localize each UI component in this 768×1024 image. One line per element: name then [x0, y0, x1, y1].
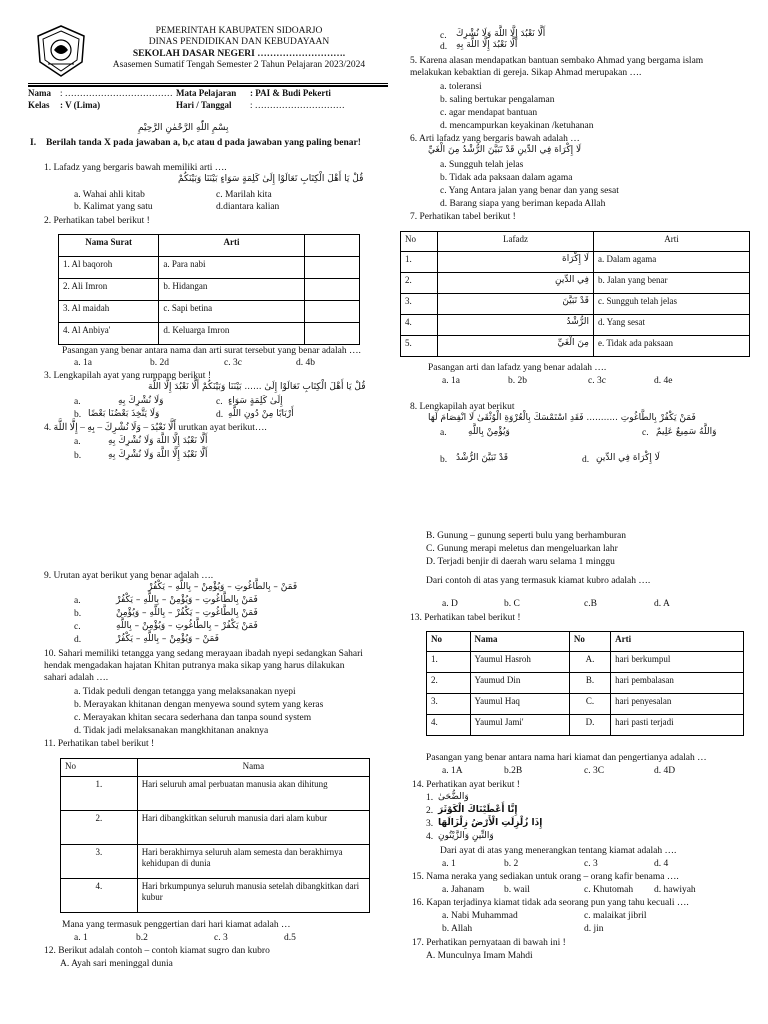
- nama-value: : ………………………………: [60, 88, 173, 98]
- section-number: I.: [30, 138, 37, 148]
- q3-arabic: قُلْ يَا أَهْلَ الْكِتَابِ تَعَالَوْا إِلَىٰ ...... بَيْنَنَا وَبَيْنَكُمْ أَلَّا نَعْبُدَ إِلَّا اللَّهَ: [148, 382, 366, 392]
- q7-row-arti: a. Dalam agama: [594, 252, 750, 273]
- q13-row-no: 4.: [427, 715, 471, 736]
- q13-row-arti: hari penyesalan: [611, 694, 744, 715]
- q12-text: 12. Berikut adalah contoh – contoh kiamat sugro dan kubro: [44, 946, 270, 956]
- q7-head-no: No: [401, 232, 438, 252]
- q8-option-d[interactable]: d.: [582, 455, 590, 465]
- q17-text: 17. Perhatikan pernyataan di bawah ini !: [412, 938, 566, 948]
- q10-text: 10. Sahari memiliki tetangga yang sedang merayaan ibadah nyepi sedangkan Sahari hendak mengadakan hajatan Khitan putranya maka sikap yang harus dilakukan sahari adalah ….: [44, 649, 363, 683]
- q2-row-blank: [304, 279, 359, 301]
- q4-option-d[interactable]: d.: [440, 42, 448, 52]
- q6-text: 6. Arti lafadz yang bergaris bawah adalah …: [410, 134, 580, 144]
- q1-option-a[interactable]: a. Wahai ahli kitab: [74, 190, 145, 200]
- q1-arabic: قُلْ يَا أَهْلَ الْكِتَابِ تَعَالَوْا إِلَىٰ كَلِمَةٍ سَوَاءٍ بَيْنَنَا وَبَيْنَكُمْ: [178, 174, 364, 184]
- q14-option-a[interactable]: a. 1: [442, 859, 456, 869]
- q3-text: 3. Lengkapilah ayat yang rumpang berikut !: [44, 371, 211, 381]
- q2-row-arti: a. Para nabi: [159, 257, 304, 279]
- q8-option-b-arabic: قَدْ تَبَيَّنَ الرُّشْدُ: [456, 453, 509, 463]
- q12-item-A: A. Ayah sari meninggal dunia: [60, 959, 173, 969]
- q14-item-1: 1.: [426, 793, 434, 803]
- q13-row-nama: Yaumud Din: [470, 673, 569, 694]
- q7-row-no: 1.: [401, 252, 438, 273]
- q7-row-no: 3.: [401, 294, 438, 315]
- q2-row-surat: 1. Al baqoroh: [59, 257, 159, 279]
- q2-row-surat: 2. Ali Imron: [59, 279, 159, 301]
- q7-row-lafadz: قَدْ تَبَيَّنَ: [438, 294, 594, 315]
- header-line-2: DINAS PENDIDIKAN DAN KEBUDAYAAN: [148, 37, 330, 48]
- q5-option-d[interactable]: d. mencampurkan keyakinan /ketuhanan: [440, 121, 594, 131]
- q15-option-b[interactable]: b. wail: [504, 885, 530, 895]
- mapel-value: : PAI & Budi Pekerti: [250, 88, 331, 98]
- q14-item-3-arabic: إِذَا زُلْزِلَتِ الْأَرْضُ زِلْزَالَهَا: [438, 818, 543, 828]
- q11-head-nama: Nama: [137, 759, 369, 777]
- q2-row-blank: [304, 257, 359, 279]
- q13-head-arti: Arti: [611, 632, 744, 652]
- q6-arabic: لَا إِكْرَاهَ فِي الدِّينِ قَدْ تَبَيَّنَ الرُّشْدُ مِنَ الْغَيِّ: [428, 145, 582, 155]
- q9-text: 9. Urutan ayat berikut yang benar adalah ….: [44, 571, 214, 581]
- q9-option-a-arabic: فَمَنْ بِالطَّاغُوتِ – وَيُؤْمِنْ – بِاللَّهِ – يَكْفُرْ: [116, 595, 258, 605]
- q4-text: 4. أَلَّا نَعْبُدَ – وَلَا نُشْرِكَ – بِهِ – إِلَّا اللَّهَ urutkan ayat berikut….: [44, 423, 267, 433]
- q15-text: 15. Nama neraka yang sediakan untuk orang – orang kafir benama ….: [412, 872, 679, 882]
- q6-option-b[interactable]: b. Tidak ada paksaan dalam agama: [440, 173, 573, 183]
- q11-prompt: Mana yang termasuk penggertian dari hari kiamat adalah …: [62, 920, 291, 930]
- q13-prompt: Pasangan yang benar antara nama hari kiamat dan pengertianya adalah …: [426, 753, 707, 763]
- q11-option-a[interactable]: a. 1: [74, 933, 88, 943]
- q13-row-arti: hari berkumpul: [611, 652, 744, 673]
- q2-row-blank: [304, 301, 359, 323]
- q13-head-nama: Nama: [470, 632, 569, 652]
- q7-row-arti: b. Jalan yang benar: [594, 273, 750, 294]
- q7-row-no: 2.: [401, 273, 438, 294]
- section-instruction: Berilah tanda X pada jawaban a, b,c atau d pada jawaban yang paling benar!: [46, 138, 361, 148]
- q9-option-a[interactable]: a.: [74, 596, 81, 606]
- q12-option-d[interactable]: d. A: [654, 599, 670, 609]
- q4-option-c-arabic: أَلَّا نَعْبُدَ إِلَّا اللَّهَ وَلَا نُشْرِكَ: [456, 29, 546, 39]
- q3-option-c-arabic: إِلَىٰ كَلِمَةٍ سَوَاءٍ: [228, 396, 283, 406]
- q2-row-blank: [304, 323, 359, 345]
- q11-row-nama: Hari seluruh amal perbuatan manusia akan dihitung: [137, 777, 369, 811]
- q13-row-no: 2.: [427, 673, 471, 694]
- q4-option-c[interactable]: c.: [440, 31, 447, 41]
- q9-option-d-arabic: فَمَنْ – وَيُؤْمِنْ – بِاللَّهِ – يَكْفُرْ: [116, 634, 219, 644]
- q1-option-c[interactable]: c. Marilah kita: [216, 190, 272, 200]
- q12-prompt: Dari contoh di atas yang termasuk kiamat kubro adalah ….: [426, 576, 651, 586]
- q12-item-C: C. Gunung merapi meletus dan mengeluarkan lahr: [426, 544, 618, 554]
- q12-option-b[interactable]: b. C: [504, 599, 520, 609]
- q10-option-c[interactable]: c. Merayakan khitan secara sederhana dan tanpa sound system: [74, 713, 312, 723]
- q1-text: 1. Lafadz yang bergaris bawah memiliki arti ….: [44, 163, 227, 173]
- q3-option-d[interactable]: d.: [216, 410, 224, 420]
- q16-option-d[interactable]: d. jin: [584, 924, 604, 934]
- q13-row-no: 1.: [427, 652, 471, 673]
- q2-row-surat: 4. Al Anbiya': [59, 323, 159, 345]
- q7-row-no: 4.: [401, 315, 438, 336]
- header-line-1: PEMERINTAH KABUPATEN SIDOARJO: [155, 26, 323, 36]
- q8-option-c-arabic: وَاللَّهُ سَمِيعٌ عَلِيمٌ: [656, 427, 717, 437]
- q7-row-no: 5.: [401, 336, 438, 357]
- q7-head-lafadz: Lafadz: [438, 232, 594, 252]
- hari-label: Hari / Tanggal: [176, 100, 232, 110]
- q15-option-d[interactable]: d. hawiyah: [654, 885, 696, 895]
- q4-option-a[interactable]: a.: [74, 437, 81, 447]
- q2-option-b[interactable]: b. 2d: [150, 358, 169, 368]
- q1-option-b[interactable]: b. Kalimat yang satu: [74, 202, 153, 212]
- q2-head-surat: Nama Surat: [59, 235, 159, 257]
- q8-option-a[interactable]: a.: [440, 428, 447, 438]
- q3-option-a-arabic: وَلَا نُشْرِكَ بِهِ: [118, 396, 164, 406]
- q2-row-arti: d. Keluarga Imron: [159, 323, 304, 345]
- q5-option-a[interactable]: a. toleransi: [440, 82, 482, 92]
- q11-option-c[interactable]: c. 3: [214, 933, 228, 943]
- q13-row-arti: hari pasti terjadi: [611, 715, 744, 736]
- basmalah: بِسْمِ اللّٰهِ الرَّحْمٰنِ الرَّحِيْمِ: [138, 123, 229, 133]
- q15-option-a[interactable]: a. Jahanam: [442, 885, 485, 895]
- q4-option-d-arabic: أَلَّا نَعْبُدَ إِلَّا اللَّهَ بِهِ: [456, 40, 518, 50]
- q11-row-nama: Hari berakhirnya seluruh alam semesta dan berakhirnya kehidupan di dunia: [137, 845, 369, 879]
- q14-item-1-arabic: وَالضُّحَىٰ: [438, 792, 469, 802]
- q9-option-b-arabic: فَمَنْ بِالطَّاغُوتِ – يَكْفُرْ – بِاللَّهِ – وَيُؤْمِنْ: [116, 608, 258, 618]
- q8-option-d-arabic: لَا إِكْرَاهَ فِي الدِّينِ: [596, 453, 660, 463]
- q12-item-D: D. Terjadi benjir di daerah waru selama 1 minggu: [426, 557, 615, 567]
- q3-option-d-arabic: أَرْبَابًا مِنْ دُونِ اللَّهِ: [228, 409, 294, 419]
- q14-text: 14. Perhatikan ayat berikut !: [412, 780, 520, 790]
- q17-item-A: A. Munculnya Imam Mahdi: [426, 951, 533, 961]
- q5-text: 5. Karena alasan mendapatkan bantuan sembako Ahmad yang bergama islam melakukan kebaktian di gereja. Sikap Ahmad merupakan ….: [410, 56, 704, 78]
- q13-row-no2: B.: [569, 673, 610, 694]
- q3-option-c[interactable]: c.: [216, 397, 223, 407]
- q11-row-no: 2.: [61, 811, 138, 845]
- q14-option-c[interactable]: c. 3: [584, 859, 598, 869]
- q4-option-b[interactable]: b.: [74, 451, 82, 461]
- q9-option-d[interactable]: d.: [74, 635, 82, 645]
- q9-option-c[interactable]: c.: [74, 622, 81, 632]
- q2-head-blank: [304, 235, 359, 257]
- q8-text: 8. Lengkapilah ayat berikut: [410, 402, 515, 412]
- q2-option-d[interactable]: d. 4b: [296, 358, 315, 368]
- q13-option-b[interactable]: b.2B: [504, 766, 523, 776]
- q14-item-2-arabic: إِنَّا أَعْطَيْنَاكَ الْكَوْثَرَ: [438, 805, 518, 815]
- q3-option-a[interactable]: a.: [74, 397, 81, 407]
- q16-option-c[interactable]: c. malaikat jibril: [584, 911, 647, 921]
- q13-row-no2: D.: [569, 715, 610, 736]
- q13-option-d[interactable]: d. 4D: [654, 766, 676, 776]
- q7-option-a[interactable]: a. 1a: [442, 376, 460, 386]
- q7-row-lafadz: لَا إِكْرَاهَ: [438, 252, 594, 273]
- q14-item-4-arabic: وَالتِّينِ وَالزَّيْتُونِ: [438, 831, 494, 841]
- q2-head-arti: Arti: [159, 235, 304, 257]
- q11-head-no: No: [61, 759, 138, 777]
- q7-text: 7. Perhatikan tabel berikut !: [410, 212, 516, 222]
- q11-option-d[interactable]: d.5: [284, 933, 296, 943]
- q4-option-b-arabic: أَلَّا نَعْبُدَ إِلَّا اللَّهَ وَلَا نُشْرِكَ بِهِ: [108, 450, 208, 460]
- q6-option-d[interactable]: d. Barang siapa yang beriman kepada Allah: [440, 199, 606, 209]
- q11-row-nama: Hari brkumpunya seluruh manusia setelah dibangkitkan dari kubur: [137, 879, 369, 913]
- q11-table: [60, 758, 370, 913]
- q8-option-a-arabic: وَيُؤْمِنْ بِاللَّهِ: [468, 427, 510, 437]
- q9-option-c-arabic: فَمَنْ يَكْفُرْ – بِالطَّاغُوتِ – وَيُؤْمِنْ – بِاللَّهِ: [116, 621, 258, 631]
- q11-option-b[interactable]: b.2: [136, 933, 148, 943]
- q13-option-c[interactable]: c. 3C: [584, 766, 605, 776]
- q13-row-arti: hari pembalasan: [611, 673, 744, 694]
- q3-option-b-arabic: وَلَا يَتَّخِذَ بَعْضُنَا بَعْضًا: [88, 409, 160, 419]
- q14-option-d[interactable]: d. 4: [654, 859, 669, 869]
- q14-item-2: 2.: [426, 806, 434, 816]
- q6-option-a[interactable]: a. Sungguh telah jelas: [440, 160, 524, 170]
- q3-option-b[interactable]: b.: [74, 410, 82, 420]
- q13-text: 13. Perhatikan tabel berikut !: [410, 613, 521, 623]
- q7-head-arti: Arti: [594, 232, 750, 252]
- q2-row-arti: c. Sapi betina: [159, 301, 304, 323]
- q16-text: 16. Kapan terjadinya kiamat tidak ada seorang pun yang tahu kecuali ….: [412, 898, 689, 908]
- q16-option-a[interactable]: a. Nabi Muhammad: [442, 911, 518, 921]
- q2-option-a[interactable]: a. 1a: [74, 358, 92, 368]
- nama-label: Nama: [28, 88, 51, 98]
- q7-option-c[interactable]: c. 3c: [588, 376, 606, 386]
- q9-arabic: فَمَنْ – بِالطَّاغُوتِ – وَيُؤْمِنْ – بِاللَّهِ – يَكْفُرْ: [148, 582, 298, 592]
- q2-table: [58, 234, 360, 345]
- mapel-label: Mata Pelajaran: [176, 88, 237, 98]
- q1-option-d[interactable]: d.diantara kalian: [216, 202, 280, 212]
- q11-row-no: 3.: [61, 845, 138, 879]
- q7-option-d[interactable]: d. 4e: [654, 376, 673, 386]
- q7-table: [400, 231, 750, 357]
- q9-option-b[interactable]: b.: [74, 609, 82, 619]
- q12-option-a[interactable]: a. D: [442, 599, 458, 609]
- q2-row-surat: 3. Al maidah: [59, 301, 159, 323]
- hari-value: : …………………………: [250, 100, 345, 110]
- q5-option-b[interactable]: b. saling bertukar pengalaman: [440, 95, 555, 105]
- q7-row-arti: c. Sungguh telah jelas: [594, 294, 750, 315]
- q4-option-a-arabic: أَلَّا نَعْبُدَ إِلَّا اللَّهَ وَلَا نُشْرِكَ بِهِ: [108, 436, 208, 446]
- q14-item-3: 3.: [426, 819, 434, 829]
- q12-option-c[interactable]: c.B: [584, 599, 597, 609]
- kelas-label: Kelas: [28, 100, 50, 110]
- q14-item-4: 4.: [426, 832, 434, 842]
- q13-head-no2: No: [569, 632, 610, 652]
- q10-option-b[interactable]: b. Merayakan khitanan dengan menyewa sound sytem yang keras: [74, 700, 324, 710]
- header-line-4: Asasemen Sumatif Tengah Semester 2 Tahun Pelajaran 2023/2024: [112, 60, 366, 71]
- q13-row-no2: C.: [569, 694, 610, 715]
- q11-row-no: 1.: [61, 777, 138, 811]
- q8-option-b[interactable]: b.: [440, 455, 448, 465]
- q13-row-no: 3.: [427, 694, 471, 715]
- header-line-3: SEKOLAH DASAR NEGERI ……………………….: [132, 48, 346, 59]
- kelas-value: : V (Lima): [60, 100, 101, 110]
- q2-prompt: Pasangan yang benar antara nama dan arti surat tersebut yang benar adalah ….: [62, 346, 361, 356]
- q2-text: 2. Perhatikan tabel berikut !: [44, 216, 150, 226]
- q11-text: 11. Perhatikan tabel berikut !: [44, 739, 155, 749]
- q8-arabic: فَمَنْ يَكْفُرْ بِالطَّاغُوتِ ........... فَقَدِ اسْتَمْسَكَ بِالْعُرْوَةِ الْوُثْقَىٰ لَا انْفِصَامَ لَهَا: [428, 413, 696, 423]
- q14-prompt: Dari ayat di atas yang menerangkan tentang kiamat adalah ….: [440, 846, 677, 856]
- q16-option-b[interactable]: b. Allah: [442, 924, 473, 934]
- q11-row-nama: Hari dibangkitkan seluruh manusia dari alam kubur: [137, 811, 369, 845]
- q7-row-lafadz: الرُّشْدُ: [438, 315, 594, 336]
- q13-row-nama: Yaumul Jami': [470, 715, 569, 736]
- q5-option-c[interactable]: c. agar mendapat bantuan: [440, 108, 538, 118]
- q2-option-c[interactable]: c. 3c: [224, 358, 242, 368]
- q11-row-no: 4.: [61, 879, 138, 913]
- q7-row-arti: e. Tidak ada paksaan: [594, 336, 750, 357]
- q13-row-nama: Yaumul Hasroh: [470, 652, 569, 673]
- q10-option-a[interactable]: a. Tidak peduli dengan tetangga yang melaksanakan nyepi: [74, 687, 296, 697]
- q10-option-d[interactable]: d. Tidak jadi melaksanakan mangkhitanan anaknya: [74, 726, 269, 736]
- q7-row-lafadz: مِنَ الْغَيِّ: [438, 336, 594, 357]
- q13-row-nama: Yaumul Haq: [470, 694, 569, 715]
- q7-row-arti: d. Yang sesat: [594, 315, 750, 336]
- q6-option-c[interactable]: c. Yang Antara jalan yang benar dan yang sesat: [440, 186, 619, 196]
- q2-row-arti: b. Hidangan: [159, 279, 304, 301]
- q13-row-no2: A.: [569, 652, 610, 673]
- q7-row-lafadz: فِي الدِّينِ: [438, 273, 594, 294]
- q7-option-b[interactable]: b. 2b: [508, 376, 527, 386]
- q14-option-b[interactable]: b. 2: [504, 859, 519, 869]
- q13-table: [426, 631, 744, 736]
- q15-option-c[interactable]: c. Khutomah: [584, 885, 634, 895]
- q12-item-B: B. Gunung – gunung seperti bulu yang berhamburan: [426, 531, 626, 541]
- q8-option-c[interactable]: c.: [642, 428, 649, 438]
- q13-option-a[interactable]: a. 1A: [442, 766, 463, 776]
- q13-head-no: No: [427, 632, 471, 652]
- q7-prompt: Pasangan arti dan lafadz yang benar adalah ….: [428, 363, 607, 373]
